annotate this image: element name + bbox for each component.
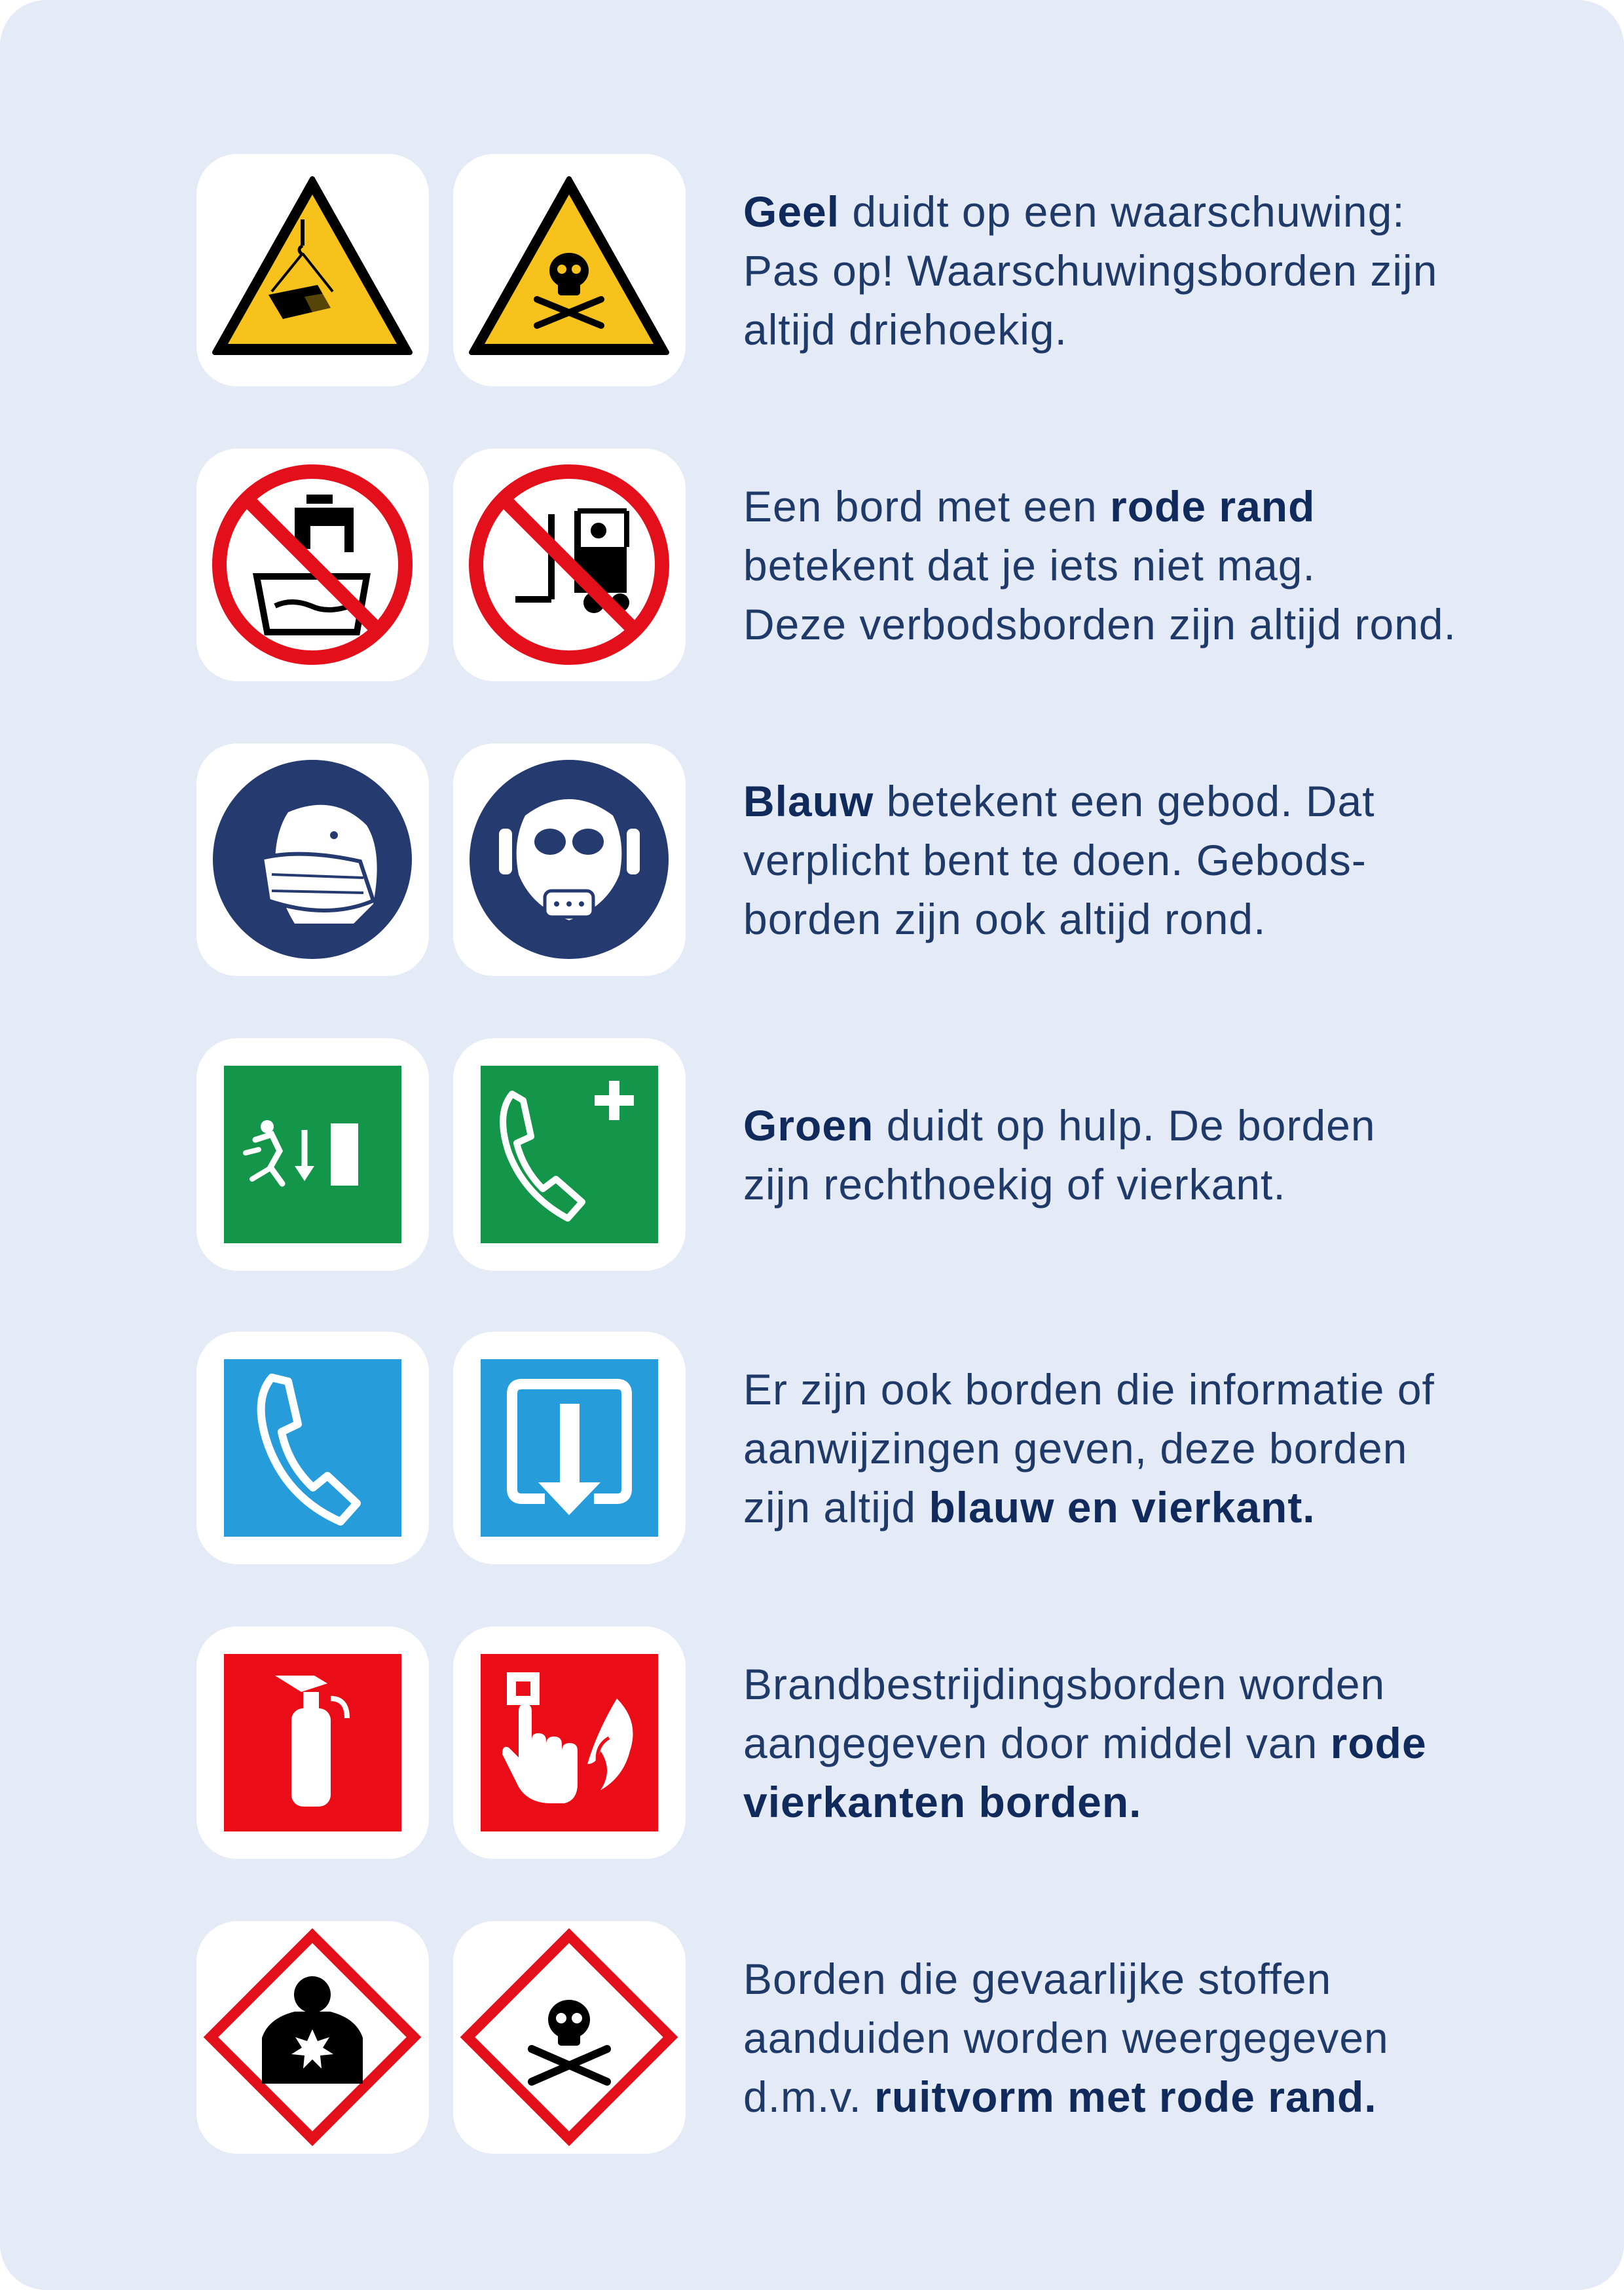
text-line [743,1655,1595,1714]
text-line [743,1714,1595,1773]
bold-keyword: ruitvorm met rode rand. [874,2072,1377,2121]
text-line [743,1949,1595,2008]
hanging-load-warning-icon [196,154,429,386]
row-rescue [0,1038,1624,1271]
text-line [743,831,1595,890]
text-segment: betekent dat je iets niet mag. [743,540,1316,590]
health-hazard-icon [196,1921,429,2154]
text-line [743,2008,1595,2067]
bold-keyword: blauw en vierkant. [929,1482,1316,1531]
no-forklift-icon [453,449,686,681]
text-segment: Er zijn ook borden die informatie of [743,1364,1435,1414]
text-line [743,1478,1595,1537]
bold-keyword: rode [1330,1718,1427,1767]
fire-extinguisher-icon [196,1626,429,1859]
face-mask-mandatory-icon [196,743,429,976]
rescue-description [743,1038,1595,1271]
text-segment: aanduiden worden weergegeven [743,2013,1389,2062]
text-line [743,2067,1595,2126]
row-information [0,1332,1624,1564]
text-line [743,536,1595,595]
bold-keyword: Geel [743,187,840,236]
text-segment: d.m.v. [743,2072,875,2121]
prohibition-description [743,449,1595,681]
text-line [743,1155,1595,1214]
mandatory-description [743,743,1595,976]
text-line [743,241,1595,300]
text-segment: betekent een gebod. Dat [874,776,1375,825]
text-segment: Een bord met een [743,481,1111,531]
text-segment: duidt op hulp. De borden [874,1100,1376,1150]
text-segment: altijd driehoekig. [743,305,1067,354]
bold-keyword: Blauw [743,776,874,825]
text-segment: duidt op een waarschuwing: [840,187,1405,236]
exit-arrow-info-icon [453,1332,686,1564]
text-segment: Pas op! Waarschuwingsborden zijn [743,246,1438,295]
text-line [743,890,1595,948]
warning-description [743,154,1595,386]
text-segment: zijn altijd [743,1482,929,1531]
row-prohibition [0,449,1624,681]
text-line [743,595,1595,654]
text-segment: aangegeven door middel van [743,1718,1331,1767]
text-line [743,300,1595,359]
acute-toxicity-icon [453,1921,686,2154]
text-line [743,1773,1595,1831]
information-description [743,1332,1595,1564]
row-fire [0,1626,1624,1859]
fire-description [743,1626,1595,1859]
no-drinking-water-icon [196,449,429,681]
respirator-mandatory-icon [453,743,686,976]
text-line [743,1419,1595,1478]
text-segment: aanwijzingen geven, deze borden [743,1423,1408,1473]
text-segment: Brandbestrijdingsborden worden [743,1659,1386,1708]
bold-keyword: Groen [743,1100,874,1150]
text-segment: Deze verbodsborden zijn altijd rond. [743,599,1456,648]
text-segment: verplicht bent te doen. Gebods- [743,835,1367,884]
text-line [743,772,1595,831]
emergency-phone-icon [453,1038,686,1271]
text-line [743,1360,1595,1419]
toxic-skull-warning-icon [453,154,686,386]
hazard-description [743,1921,1595,2154]
row-warning [0,154,1624,386]
row-hazard [0,1921,1624,2154]
row-mandatory [0,743,1624,976]
text-segment: zijn rechthoekig of vierkant. [743,1159,1286,1209]
text-line [743,182,1595,241]
text-segment: Borden die gevaarlijke stoffen [743,1954,1332,2003]
text-line [743,477,1595,536]
text-segment: borden zijn ook altijd rond. [743,894,1266,943]
text-line [743,1096,1595,1155]
telephone-info-icon [196,1332,429,1564]
bold-keyword: vierkanten borden. [743,1777,1142,1826]
emergency-exit-icon [196,1038,429,1271]
bold-keyword: rode rand [1110,481,1316,531]
fire-alarm-button-icon [453,1626,686,1859]
